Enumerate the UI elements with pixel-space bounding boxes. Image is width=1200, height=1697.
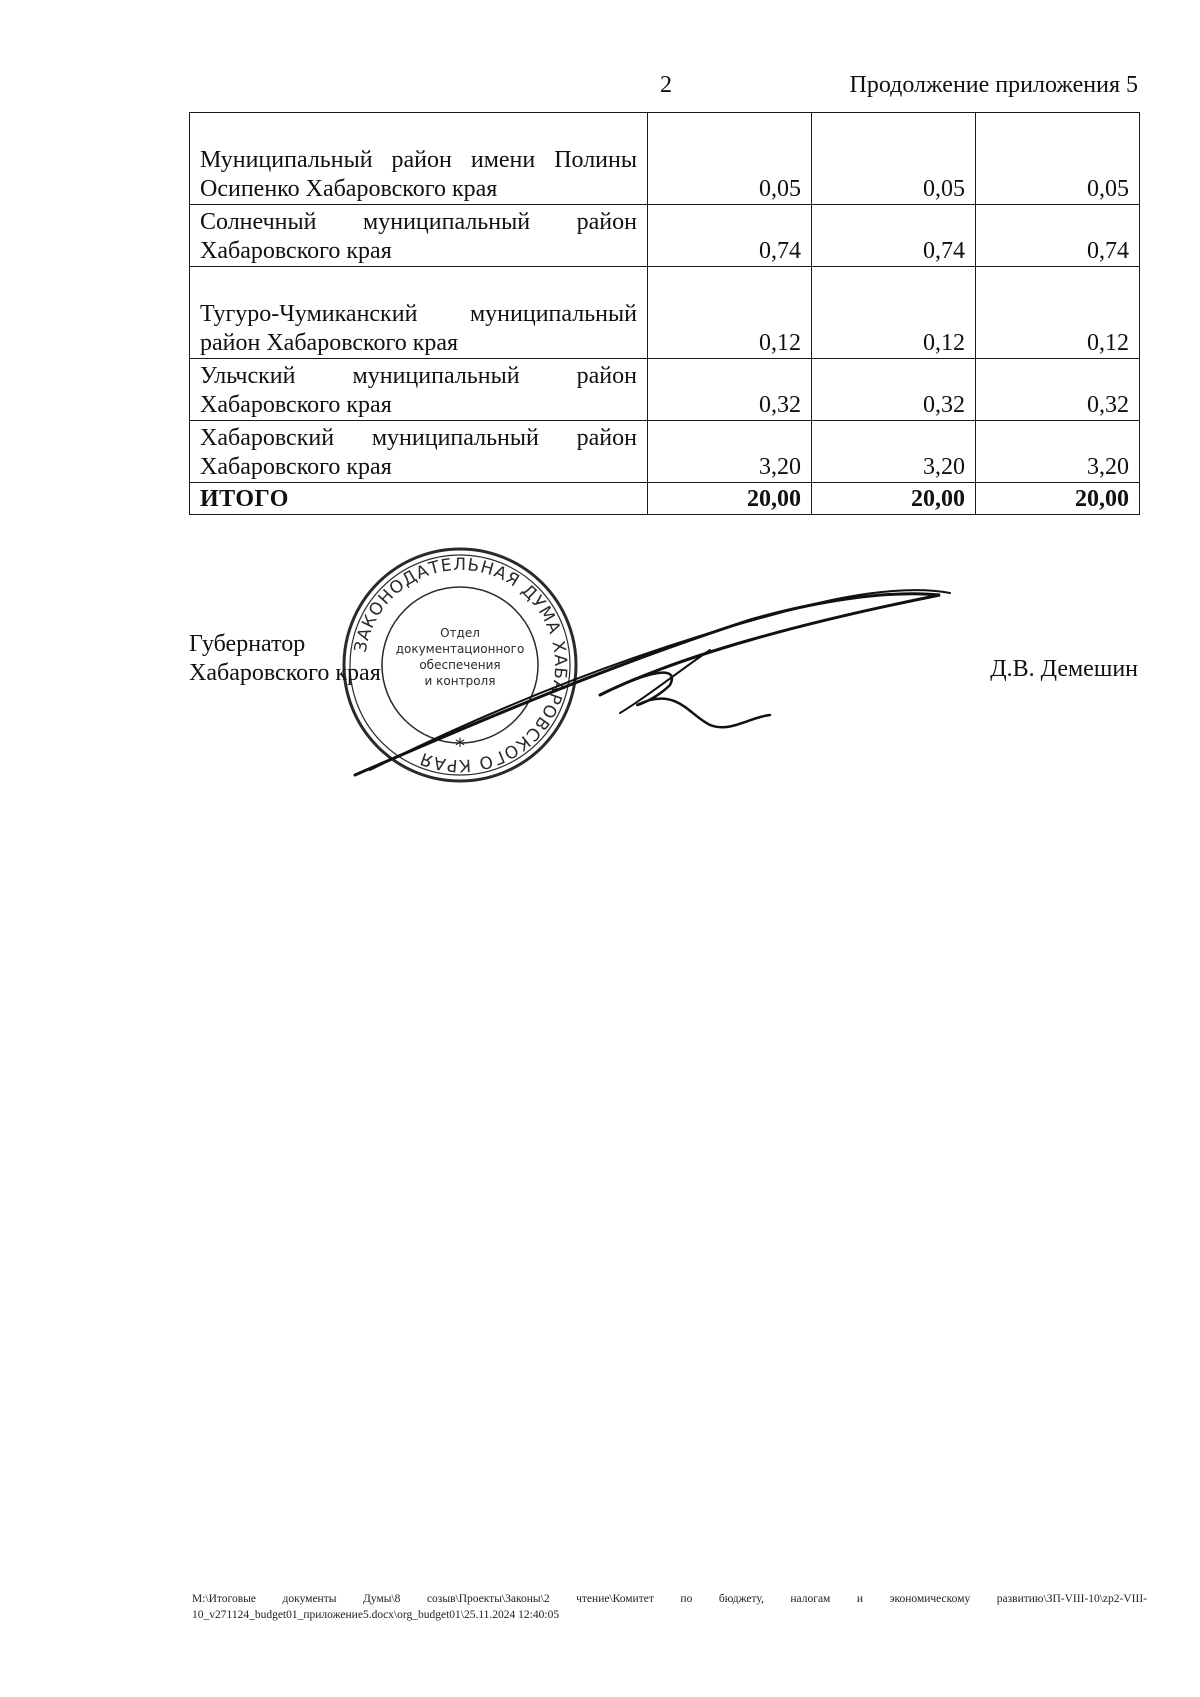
signature-stroke xyxy=(355,594,940,775)
handwritten-signature xyxy=(350,575,970,785)
appendix-continuation-label: Продолжение приложения 5 xyxy=(849,72,1138,98)
value-cell-2: 0,32 xyxy=(812,359,976,421)
signatory-title-line-1: Губернатор xyxy=(189,631,306,657)
total-value-1: 20,00 xyxy=(648,483,812,515)
value-cell-3: 3,20 xyxy=(976,421,1140,483)
table-row xyxy=(190,267,1140,359)
stamp-inner-line-2: документационного xyxy=(395,642,525,656)
stamp-inner-line-4: и контроля xyxy=(424,674,496,688)
total-label: ИТОГО xyxy=(190,483,648,515)
table-row xyxy=(190,421,1140,483)
table-row xyxy=(190,113,1140,205)
stamp-outer-text: ЗАКОНОДАТЕЛЬНАЯ ДУМА ХАБАРОВСКОГО КРАЯ xyxy=(350,554,571,776)
stamp-inner-line-1: Отдел xyxy=(440,626,480,640)
document-file-path: M:\Итоговые документы Думы\8 созыв\Проекты\Законы\2 чтение\Комитет по бюджету, налогам и экономическому развитию\ЗП-VIII-10\zp2-VIII-10_v271124_budget01_приложение5.docx\org_budget01\25.11.2024 12:40:05 xyxy=(192,1593,1147,1621)
district-name: Ульчский муниципальный район Хабаровского края xyxy=(190,359,648,421)
total-row xyxy=(190,483,1140,515)
district-name: Солнечный муниципальный район Хабаровского края xyxy=(190,205,648,267)
value-cell-1: 0,05 xyxy=(648,113,812,205)
value-cell-3: 0,05 xyxy=(976,113,1140,205)
signature-stroke xyxy=(370,590,950,770)
value-cell-3: 0,12 xyxy=(976,267,1140,359)
total-value-2: 20,00 xyxy=(812,483,976,515)
value-cell-1: 0,12 xyxy=(648,267,812,359)
value-cell-1: 3,20 xyxy=(648,421,812,483)
budget-table xyxy=(189,112,1140,515)
total-value-3: 20,00 xyxy=(976,483,1140,515)
value-cell-1: 0,74 xyxy=(648,205,812,267)
table-row xyxy=(190,359,1140,421)
signatory-title-line-2: Хабаровского края xyxy=(189,659,381,686)
value-cell-3: 0,32 xyxy=(976,359,1140,421)
value-cell-2: 0,05 xyxy=(812,113,976,205)
district-name: Хабаровский муниципальный район Хабаровского края xyxy=(190,421,648,483)
stamp-star: * xyxy=(455,734,465,758)
value-cell-2: 0,12 xyxy=(812,267,976,359)
signature-stroke xyxy=(600,673,770,728)
district-name: Муниципальный район имени Полины Осипенко Хабаровского края xyxy=(190,113,648,205)
value-cell-2: 3,20 xyxy=(812,421,976,483)
page-number: 2 xyxy=(660,72,672,98)
district-name: Тугуро-Чумиканский муниципальный район Хабаровского края xyxy=(190,267,648,359)
value-cell-1: 0,32 xyxy=(648,359,812,421)
signatory-name: Д.В. Демешин xyxy=(990,656,1138,682)
value-cell-3: 0,74 xyxy=(976,205,1140,267)
table-row xyxy=(190,205,1140,267)
value-cell-2: 0,74 xyxy=(812,205,976,267)
stamp-inner-line-3: обеспечения xyxy=(419,658,501,672)
